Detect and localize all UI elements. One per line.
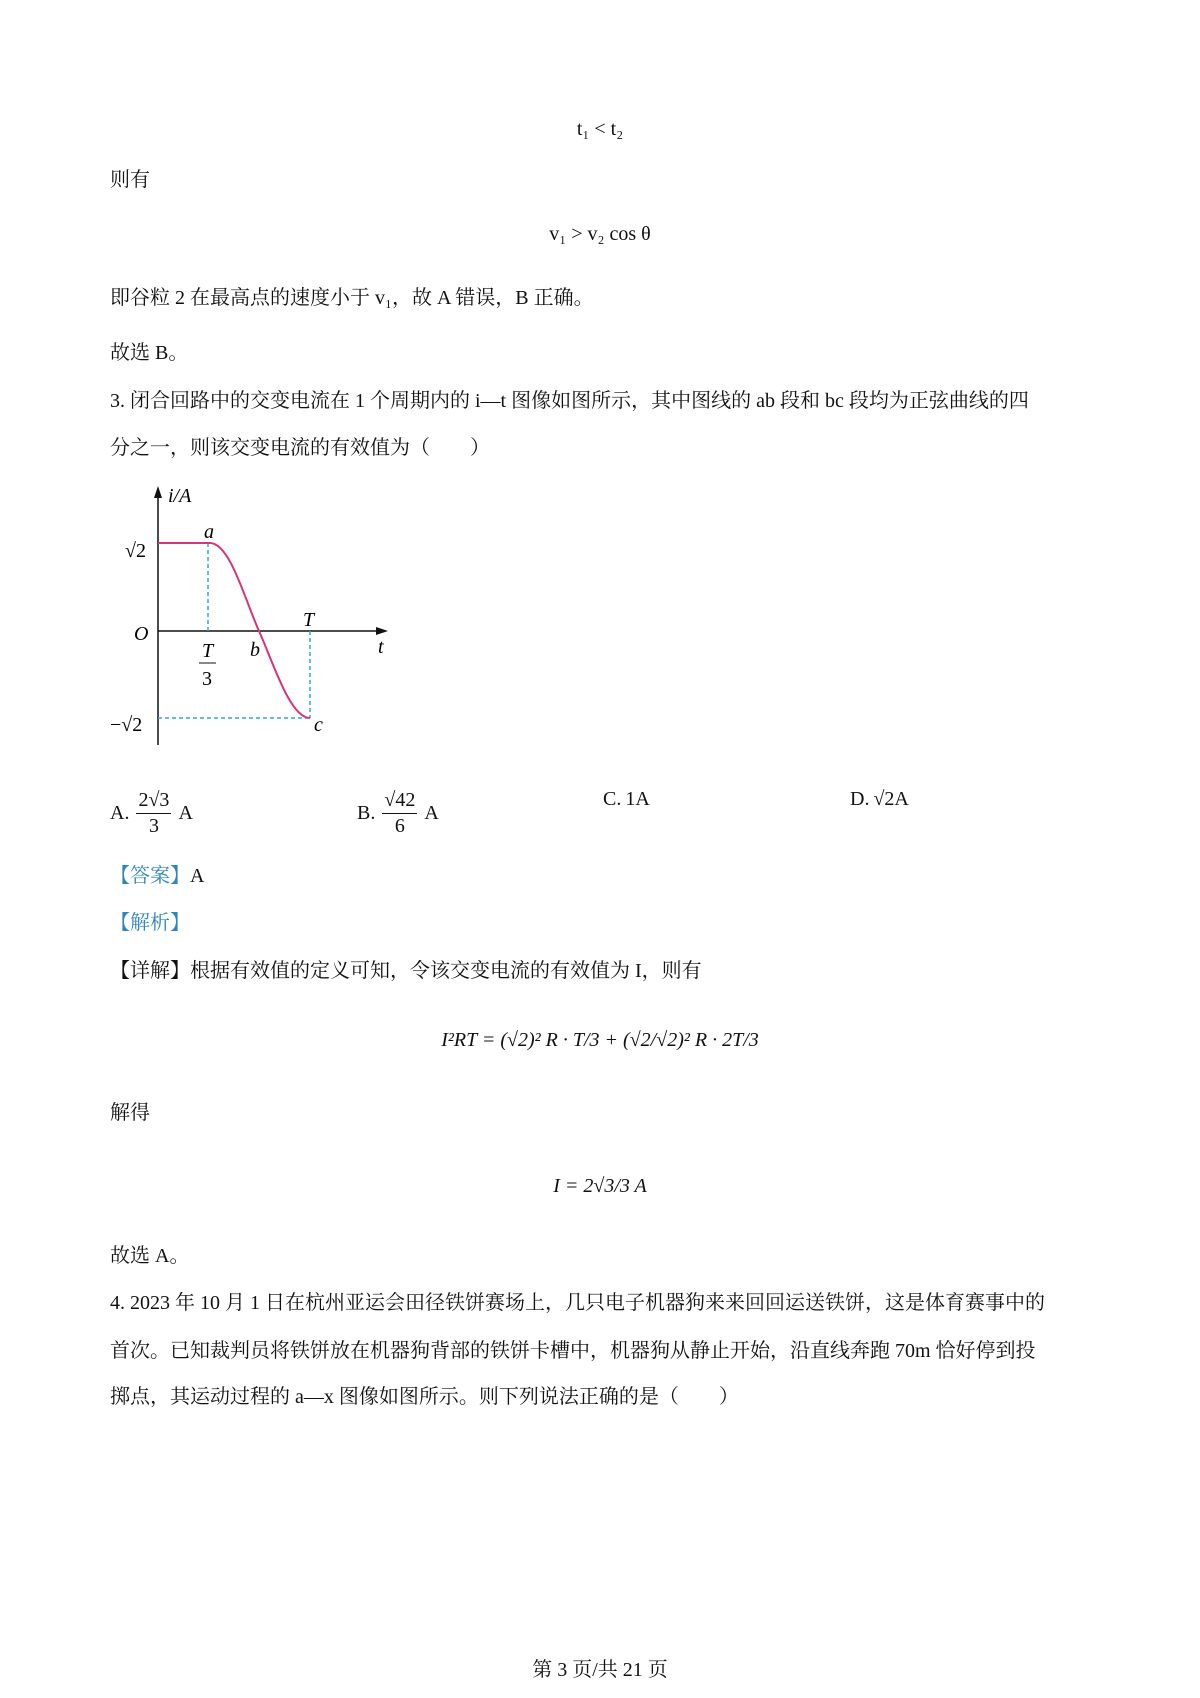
q4-stem-line3: 掷点，其运动过程的 a—x 图像如图所示。则下列说法正确的是（ ） xyxy=(110,1386,739,1408)
page-footer: 第 3 页/共 21 页 xyxy=(532,1659,668,1681)
q3-stem-line2: 分之一，则该交变电流的有效值为（ ） xyxy=(110,437,490,459)
formula-v-inequality: v₁ > v₂ cos θ xyxy=(549,223,651,245)
text-solve: 解得 xyxy=(110,1102,150,1124)
option-num: √42 xyxy=(382,788,417,814)
q3-stem-line1: 3. 闭合回路中的交变电流在 1 个周期内的 i—t 图像如图所示，其中图线的 ab 段和 bc 段均为正弦曲线的四 xyxy=(110,390,1029,412)
option-text: √2A xyxy=(873,788,909,810)
x-tick-T3-den: 3 xyxy=(202,668,212,690)
option-a[interactable] xyxy=(110,788,193,839)
y-label: i/A xyxy=(168,485,192,507)
label-b: b xyxy=(250,639,260,661)
option-d[interactable] xyxy=(850,788,909,811)
answer-value: A xyxy=(190,865,205,887)
y-axis-arrow xyxy=(154,486,162,498)
text-choose-b: 故选 B。 xyxy=(110,342,189,364)
option-unit: A xyxy=(178,802,193,824)
option-den: 6 xyxy=(394,815,405,837)
option-num: 2√3 xyxy=(136,788,171,814)
text-then: 则有 xyxy=(110,169,150,191)
analysis-tag: 【解析】 xyxy=(110,912,190,934)
q4-stem-line1: 4. 2023 年 10 月 1 日在杭州亚运会田径铁饼赛场上，几只电子机器狗来来回回运送铁饼，这是体育赛事中的 xyxy=(110,1292,1045,1314)
option-text: 1A xyxy=(625,788,650,810)
x-label: t xyxy=(378,636,384,658)
equation-result: I = 2√3/3 A xyxy=(553,1175,647,1197)
option-den: 3 xyxy=(148,815,159,837)
x-axis-arrow xyxy=(376,627,388,635)
label-a: a xyxy=(204,521,214,543)
option-letter: A. xyxy=(110,802,130,824)
detail-line: 【详解】根据有效值的定义可知，令该交变电流的有效值为 I，则有 xyxy=(110,960,702,982)
answer-line xyxy=(110,866,204,886)
formula-t-inequality: t₁ < t₂ xyxy=(576,118,624,140)
option-letter: C. xyxy=(603,788,622,810)
answer-tag: 【答案】 xyxy=(110,865,190,887)
option-b[interactable] xyxy=(357,788,439,839)
text-choose-a: 故选 A。 xyxy=(110,1245,190,1267)
y-tick-top: √2 xyxy=(125,540,146,562)
text-conclusion: 即谷粒 2 在最高点的速度小于 v₁，故 A 错误，B 正确。 xyxy=(110,287,594,309)
x-tick-T: T xyxy=(303,609,315,631)
equation-effective: I²RT = (√2)² R · T/3 + (√2/√2)² R · 2T/3 xyxy=(441,1029,759,1051)
origin-label: O xyxy=(134,623,149,645)
option-c[interactable] xyxy=(603,788,650,811)
i-t-graph xyxy=(100,480,420,750)
q4-stem-line2: 首次。已知裁判员将铁饼放在机器狗背部的铁饼卡槽中，机器狗从静止开始，沿直线奔跑 70m 恰好停到投 xyxy=(110,1340,1036,1362)
option-unit: A xyxy=(424,802,439,824)
x-tick-T3-num: T xyxy=(202,640,214,662)
option-letter: D. xyxy=(850,788,870,810)
y-tick-bottom: −√2 xyxy=(110,714,143,736)
option-letter: B. xyxy=(357,802,376,824)
label-c: c xyxy=(314,714,323,736)
